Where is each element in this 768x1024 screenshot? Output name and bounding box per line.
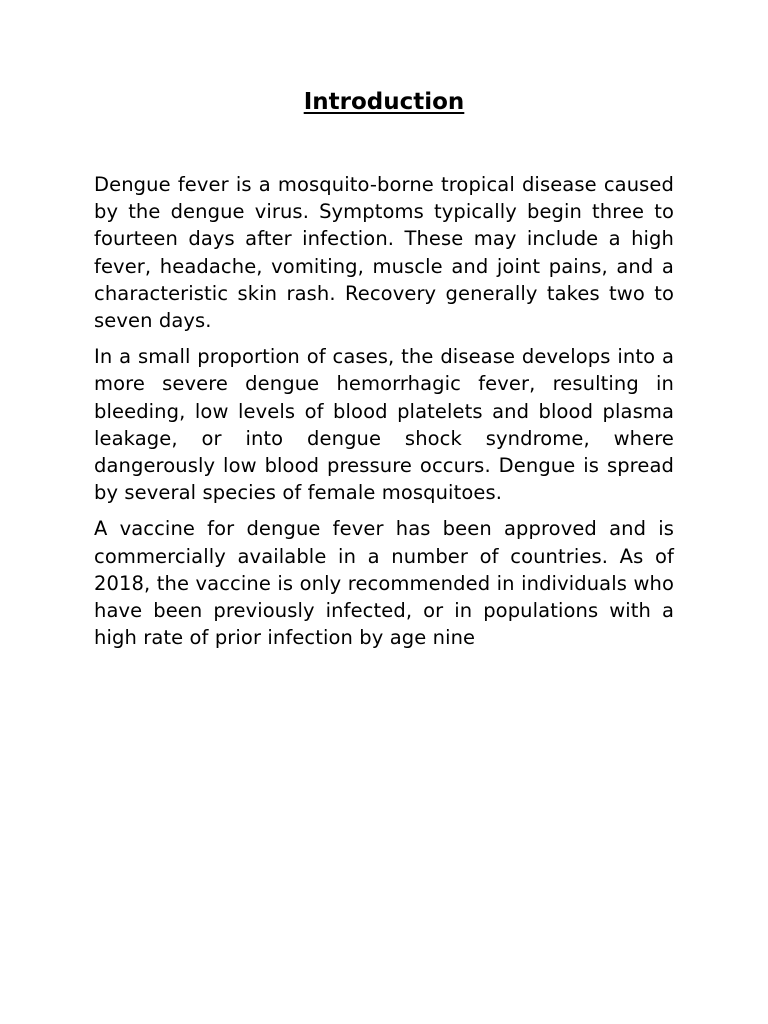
paragraph-1: Dengue fever is a mosquito-borne tropical disease caused by the dengue virus. Symptoms typically begin three to fourteen days after infection. These may include a high fever, headache, vomiting, muscle and joint pains, and a characteristic skin rash. Recovery generally takes two to seven days. [94, 173, 674, 333]
page-title: Introduction [303, 89, 465, 115]
body-text [94, 171, 674, 660]
paragraph-3: A vaccine for dengue fever has been approved and is commercially available in a number of countries. As of 2018, the vaccine is only recommended in individuals who have been previously infected, or in populations with a high rate of prior infection by age nine [94, 517, 674, 650]
paragraph-2: In a small proportion of cases, the disease develops into a more severe dengue hemorrhagic fever, resulting in bleeding, low levels of blood platelets and blood plasma leakage, or into dengue shock syndrome, where dangerously low blood pressure occurs. Dengue is spread by several species of female mosquitoes. [94, 345, 674, 505]
